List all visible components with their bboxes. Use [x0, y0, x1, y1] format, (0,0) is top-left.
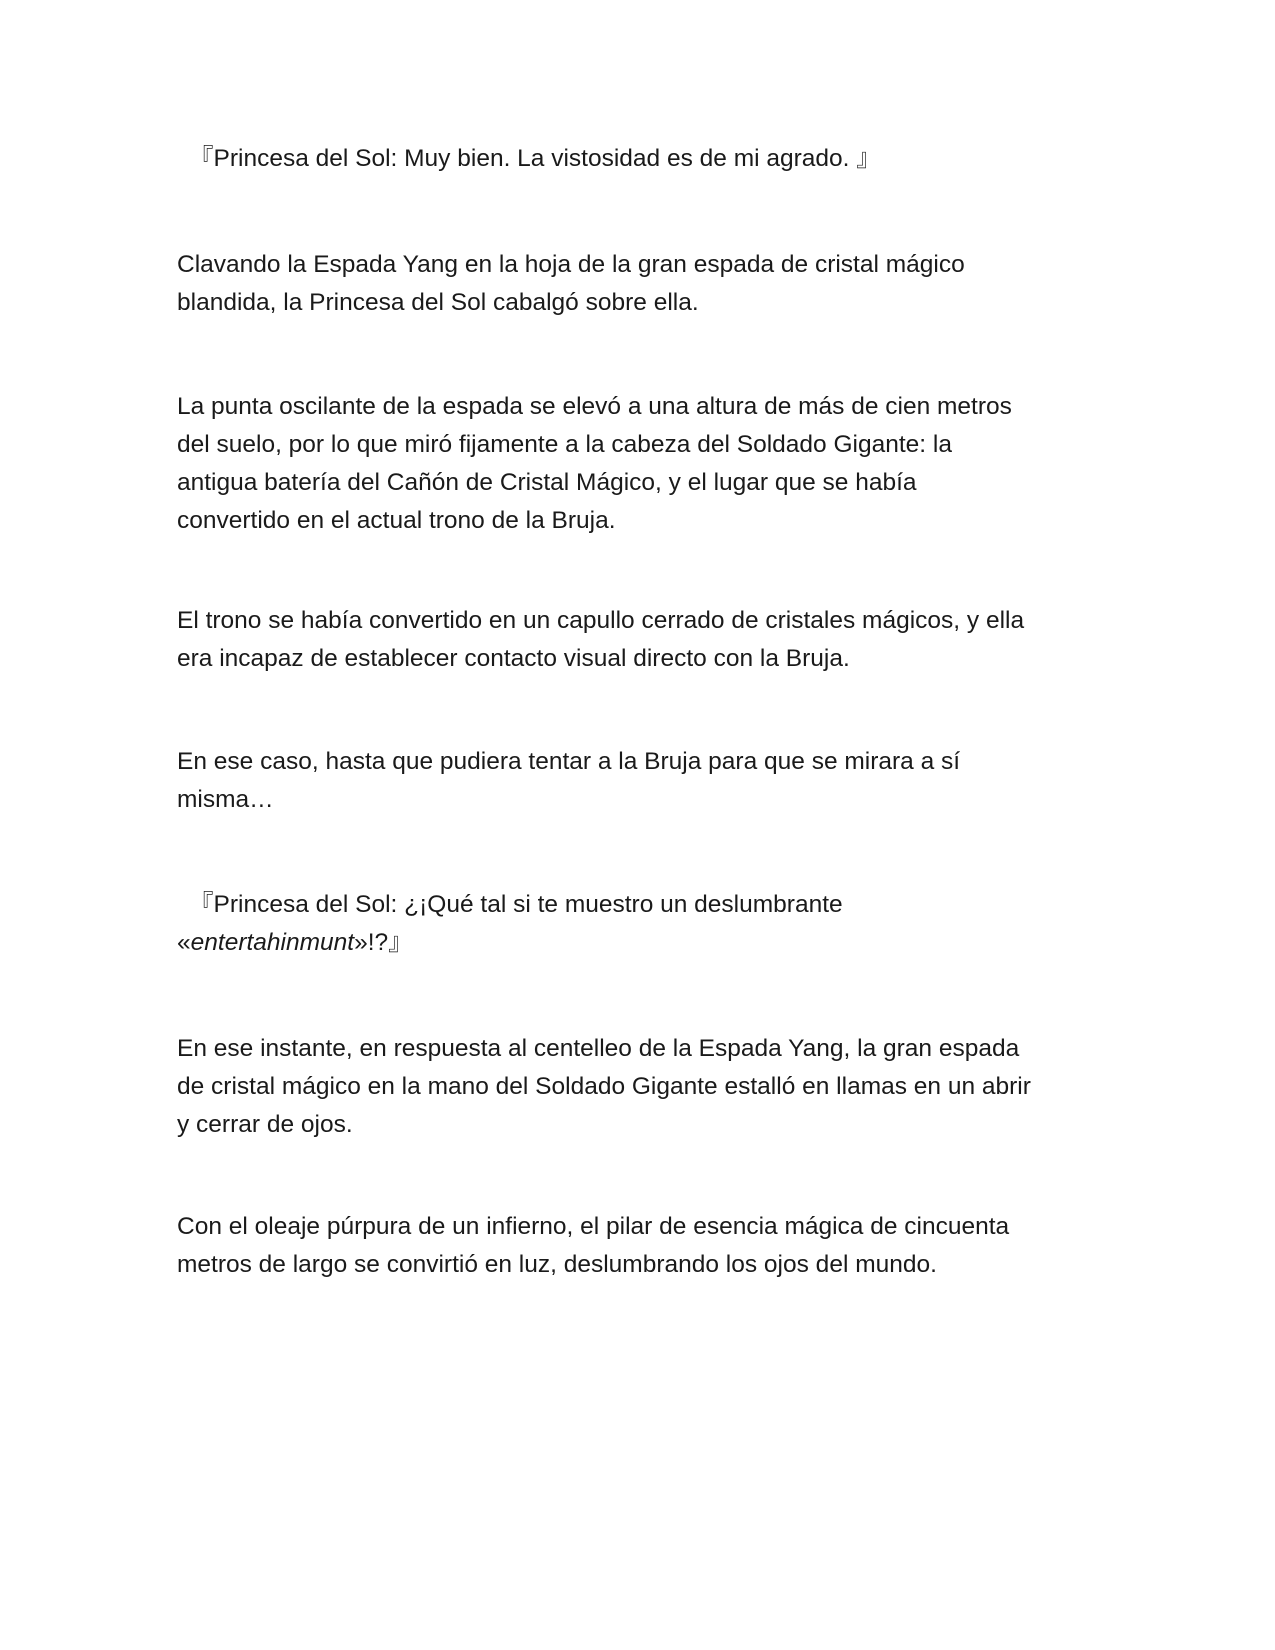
paragraph-3	[177, 388, 1107, 540]
paragraph-2	[177, 246, 1107, 322]
paragraph-5	[177, 743, 1107, 819]
paragraph-dialogue-2	[177, 886, 1107, 962]
guillemet-open: «	[177, 929, 191, 956]
guillemet-close: »!?』	[354, 929, 413, 956]
paragraph-dialogue-1	[177, 140, 1107, 178]
text-line: antigua batería del Cañón de Cristal Mágico, y el lugar que se había	[177, 469, 917, 496]
text-line: 『Princesa del Sol: ¿¡Qué tal si te muestro un deslumbrante	[189, 891, 843, 918]
paragraph-8	[177, 1208, 1107, 1284]
text-line: del suelo, por lo que miró fijamente a la cabeza del Soldado Gigante: la	[177, 431, 952, 458]
text-line: convertido en el actual trono de la Bruja.	[177, 507, 616, 534]
text-line: de cristal mágico en la mano del Soldado Gigante estalló en llamas en un abrir	[177, 1073, 1031, 1100]
text-line: Clavando la Espada Yang en la hoja de la gran espada de cristal mágico	[177, 251, 965, 278]
text-line: Con el oleaje púrpura de un infierno, el pilar de esencia mágica de cincuenta	[177, 1213, 1010, 1240]
text-line: misma…	[177, 786, 274, 813]
text-line: era incapaz de establecer contacto visual directo con la Bruja.	[177, 645, 850, 672]
text-line: La punta oscilante de la espada se elevó a una altura de más de cien metros	[177, 393, 1012, 420]
paragraph-4	[177, 602, 1107, 678]
text-line: En ese caso, hasta que pudiera tentar a la Bruja para que se mirara a sí	[177, 748, 961, 775]
text-line: El trono se había convertido en un capullo cerrado de cristales mágicos, y ella	[177, 607, 1025, 634]
text-line: En ese instante, en respuesta al centelleo de la Espada Yang, la gran espada	[177, 1035, 1020, 1062]
text-line: blandida, la Princesa del Sol cabalgó sobre ella.	[177, 289, 699, 316]
paragraph-7	[177, 1030, 1107, 1144]
text-line: metros de largo se convirtió en luz, deslumbrando los ojos del mundo.	[177, 1251, 937, 1278]
text-line: 『Princesa del Sol: Muy bien. La vistosidad es de mi agrado. 』	[189, 145, 881, 172]
text-line: y cerrar de ojos.	[177, 1111, 353, 1138]
text-line	[177, 924, 1107, 962]
italic-term: entertahinmunt	[190, 929, 355, 956]
